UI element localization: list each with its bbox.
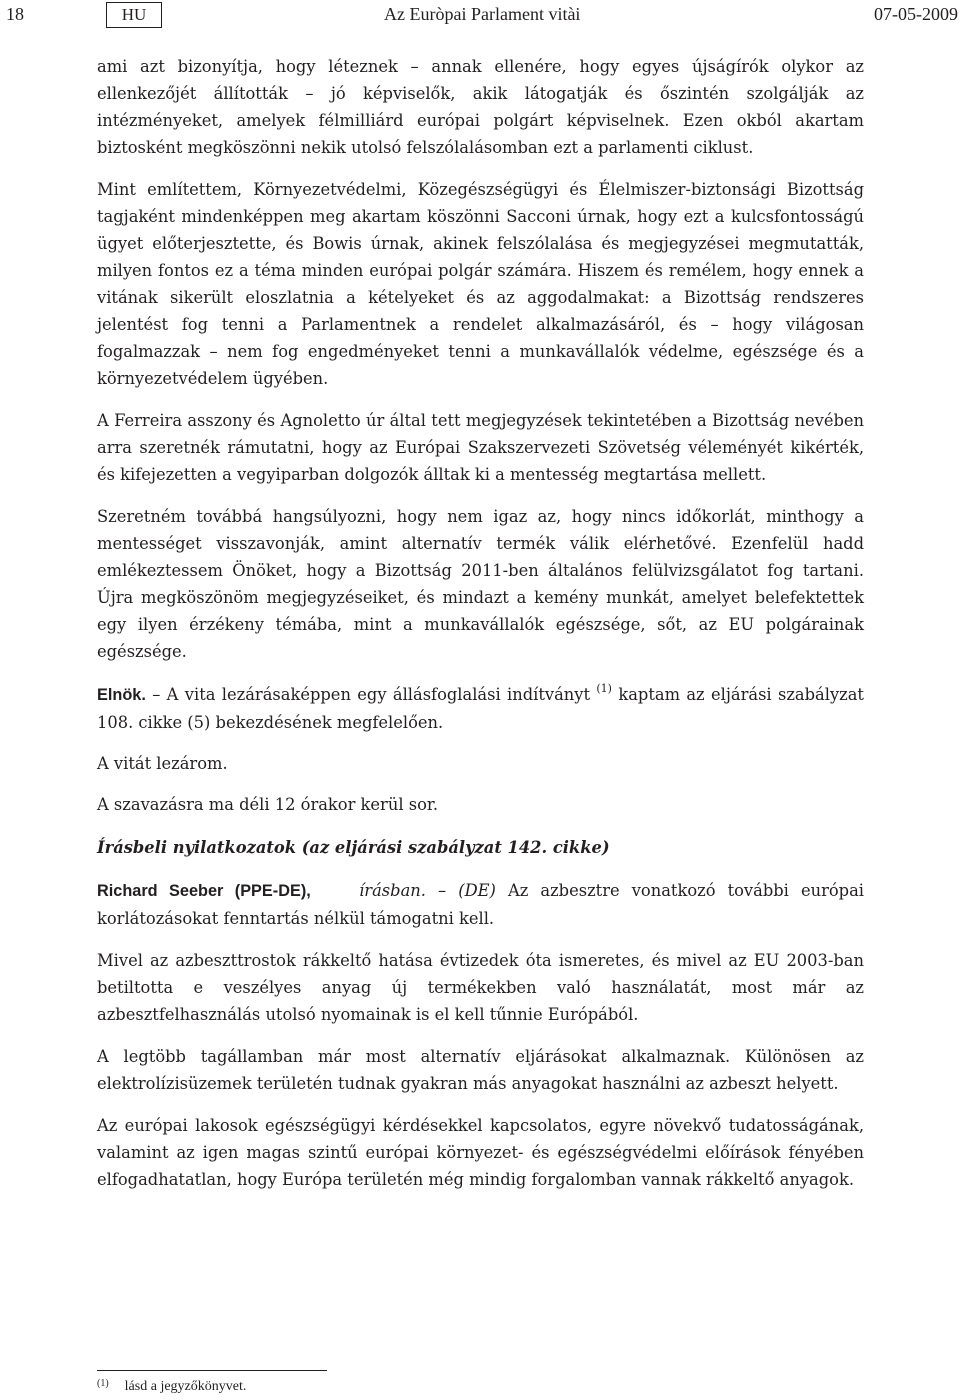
speaker-name-president: Elnök. xyxy=(97,686,146,704)
document-body xyxy=(97,53,864,1208)
president-line-3: A szavazásra ma déli 12 órakor kerül sor. xyxy=(97,795,439,814)
paragraph-4: Szeretném továbbá hangsúlyozni, hogy nem igaz az, hogy nincs időkorlát, minthogy a mentességet visszavonják, amint alternatív termék válik elérhetővé. Ezenfelül hadd emlékeztessem Önöket, hogy a Bizottság 2011-ben általános felülvizsgálatot fog tartani. Újra megköszönöm megjegyzéseiket, és mindazt a kemény munkát, amelyet belefektettek egy ilyen érzékeny témába, mint a munkavállalók egészsége, sőt, az EU polgárainak egészsége. xyxy=(97,507,864,661)
language-code-box: HU xyxy=(106,2,162,28)
seeber-paragraph-4: Az európai lakosok egészségügyi kérdésekkel kapcsolatos, egyre növekvő tudatosságának, valamint az igen magas szintű európai környezet- és egészségvédelmi előírások fényében elfogadhatatlan, hogy Európa területén még mindig forgalomban vannak rákkeltő anyagok. xyxy=(97,1116,864,1189)
paragraph-3: A Ferreira asszony és Agnoletto úr által tett megjegyzések tekintetében a Bizottság nevében arra szeretnék rámutatni, hogy az Európai Szakszervezeti Szövetség véleményét kikérték, és kifejezetten a vegyiparban dolgozók álltak ki a mentesség megtartása mellett. xyxy=(97,411,864,484)
page-number: 18 xyxy=(6,4,24,24)
paragraph-2: Mint említettem, Környezetvédelmi, Közegészségügyi és Élelmiszer-biztonsági Bizottság tagjaként mindenképpen meg akartam köszönni Sacconi úrnak, hogy ezt a kulcsfontosságú ügyet előterjesztette, és Bowis úrnak, akinek felszólalása és megjegyzései megmutatták, milyen fontos ez a téma minden európai polgár számára. Hiszem és remélem, hogy ennek a vitának sikerült eloszlatnia a kételyeket és az aggodalmakat: a Bizottság rendszeres jelentést fog tenni a Parlamentnek a rendelet alkalmazásáról, és – hogy világosan fogalmazzak – nem fog engedményeket tenni a munkavállalók védelme, egészsége és a környezetvédelem ügyében. xyxy=(97,180,864,388)
statement-mode: írásban. xyxy=(359,881,426,900)
section-heading: Írásbeli nyilatkozatok (az eljárási szabályzat 142. cikke) xyxy=(97,838,610,857)
president-statement xyxy=(97,681,864,736)
president-text-b: kaptam az eljárási szabályzat 108. cikke (5) bekezdésének megfelelően. xyxy=(97,685,864,732)
seeber-statement xyxy=(97,877,864,932)
president-line-2: A vitát lezárom. xyxy=(97,754,228,773)
seeber-paragraph-3: A legtöbb tagállamban már most alternatív eljárásokat alkalmaznak. Különösen az elektrolízisüzemek területén tudnak gyakran más anyagokat használni az azbeszt helyett. xyxy=(97,1047,864,1093)
president-text-a: – A vita lezárásaképpen egy állásfoglalási indítványt xyxy=(145,685,591,704)
language-tag: – (DE) xyxy=(438,881,496,900)
header-date: 07-05-2009 xyxy=(874,4,958,24)
speaker-name-seeber: Richard Seeber (PPE-DE), xyxy=(97,882,311,900)
footnote-divider xyxy=(97,1370,327,1371)
footnote-number: (1) xyxy=(97,1378,109,1389)
paragraph-1: ami azt bizonyítja, hogy léteznek – annak ellenére, hogy egyes újságírók olykor az ellenkezőjét állították – jó képviselők, akik látogatják és őszintén szolgálják az intézményeket, amelyek félmilliárd európai polgárt képviselnek. Ezen okból akartam biztosként megköszönni nekik utolsó felszólalásomban ezt a parlamenti ciklust. xyxy=(97,57,864,157)
footnote xyxy=(97,1378,246,1395)
footnote-reference[interactable]: (1) xyxy=(596,682,612,695)
footnote-text: lásd a jegyzőkönyvet. xyxy=(124,1379,247,1394)
seeber-paragraph-2: Mivel az azbeszttrostok rákkeltő hatása évtizedek óta ismeretes, és mivel az EU 2003-ban betiltotta e veszélyes anyag új termékekben való használatát, most már az azbesztfelhasználás utolsó nyomainak is el kell tűnnie Európából. xyxy=(97,951,864,1024)
page-header xyxy=(0,0,960,30)
running-title: Az Euròpai Parlament vitài xyxy=(384,4,581,24)
seeber-text: Az azbesztre vonatkozó további európai korlátozásokat fenntartás nélkül támogatni kell. xyxy=(97,881,865,928)
